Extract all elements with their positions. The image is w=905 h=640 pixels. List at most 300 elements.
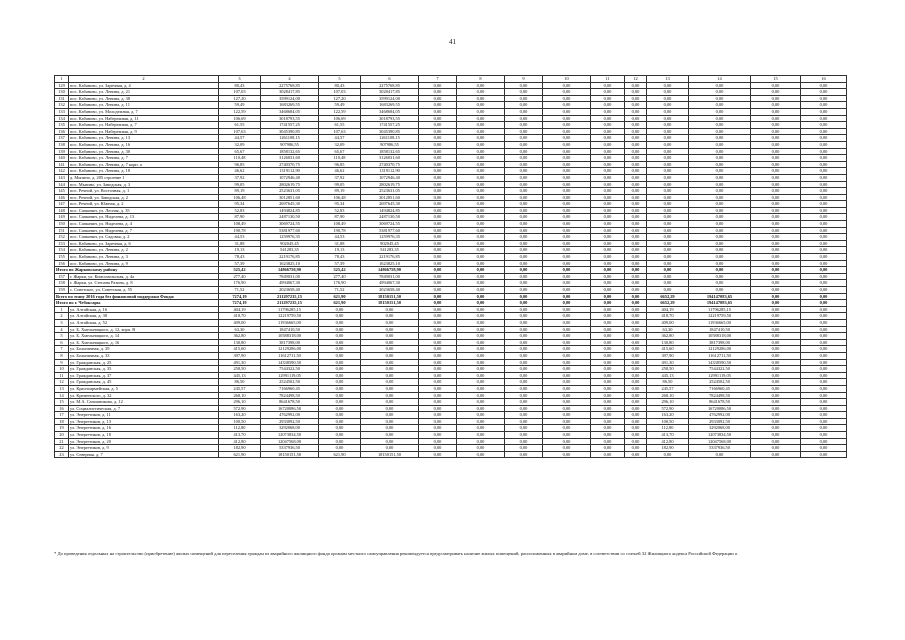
table-cell: 0,00 — [419, 260, 457, 267]
table-cell: 0,00 — [319, 333, 361, 340]
table-cell: 0,00 — [361, 432, 419, 439]
table-cell: 0,00 — [625, 366, 647, 373]
address-cell: ул. Алтайская, д. 38 — [69, 313, 219, 320]
table-cell: 4762992,00 — [689, 412, 751, 419]
table-cell: 2802619,75 — [261, 181, 319, 188]
table-cell: 0,00 — [591, 141, 625, 148]
table-cell: 268,10 — [647, 392, 689, 399]
table-cell: 2697645,30 — [261, 201, 319, 208]
column-number-row — [55, 76, 847, 83]
table-cell: 0,00 — [689, 234, 751, 241]
table-cell: 0,00 — [457, 385, 505, 392]
table-cell: 0,00 — [625, 221, 647, 228]
row-number-cell: 145 — [55, 188, 69, 195]
table-cell: 11612711,50 — [689, 352, 751, 359]
table-cell: 0,00 — [543, 445, 591, 452]
row-number-cell: 22 — [55, 445, 69, 452]
table-cell: 0,00 — [751, 346, 801, 353]
table-cell: 0,00 — [591, 108, 625, 115]
table-row — [55, 339, 847, 346]
table-cell: 0,00 — [801, 392, 847, 399]
table-cell: 0,00 — [505, 359, 543, 366]
table-cell: 0,00 — [647, 141, 689, 148]
table-cell: 7849031,00 — [361, 273, 419, 280]
table-cell: 0,00 — [625, 234, 647, 241]
table-cell: 0,00 — [625, 141, 647, 148]
table-cell: 0,00 — [543, 89, 591, 96]
table-cell: 0,00 — [419, 372, 457, 379]
row-number-cell: 147 — [55, 201, 69, 208]
table-cell: 4994067,30 — [261, 280, 319, 287]
table-cell: 0,00 — [361, 399, 419, 406]
table-cell: 0,00 — [457, 287, 505, 294]
table-cell: 99,05 — [319, 181, 361, 188]
table-cell: 0,00 — [543, 392, 591, 399]
table-cell: 0,00 — [751, 254, 801, 261]
table-row — [55, 95, 847, 102]
table-cell: 12073834,50 — [261, 432, 319, 439]
table-cell: 0,00 — [505, 392, 543, 399]
table-cell: 0,00 — [689, 240, 751, 247]
table-cell: 0,00 — [801, 405, 847, 412]
address-cell: пос. Кабаново, ул. Набережная, д. 9 — [69, 128, 219, 135]
table-cell: 0,00 — [591, 280, 625, 287]
table-cell: 0,00 — [419, 201, 457, 208]
table-cell: 0,00 — [505, 135, 543, 142]
table-cell: 0,00 — [689, 122, 751, 129]
table-cell: 0,00 — [591, 234, 625, 241]
table-cell: 0,00 — [505, 379, 543, 386]
table-cell: 0,00 — [751, 445, 801, 452]
table-cell: 0,00 — [689, 201, 751, 208]
table-cell: 0,00 — [543, 227, 591, 234]
table-cell: 31,88 — [319, 240, 361, 247]
table-cell: 71,52 — [319, 287, 361, 294]
table-cell: 61,55 — [219, 122, 261, 129]
table-cell: 404,19 — [647, 306, 689, 313]
table-cell: 96,85 — [219, 161, 261, 168]
footnote: * До проведения отдельных на строительство (приобретение) жилых помещений для переселения граждан из аварийного жилищного фонда органам местного самоуправления рекомендуется предусматривать наличие жилых помещений, расположенных в аварийном доме, в соответствии со статьей 32 Жилищного кодекса Российской Федерации о. — [54, 551, 739, 556]
table-cell: 0,00 — [625, 306, 647, 313]
table-row — [55, 346, 847, 353]
table-cell: 2802619,75 — [361, 181, 419, 188]
table-cell: 37,92 — [219, 174, 261, 181]
row-number-cell: 7 — [55, 346, 69, 353]
address-cell: пос. Кабаново, ул. Набережная, д. 7 — [69, 122, 219, 129]
table-cell: 621,90 — [319, 451, 361, 458]
address-cell: пос. Сапкачин, ул. Лесная, д. 35 — [69, 207, 219, 214]
table-cell: 107,63 — [219, 128, 261, 135]
table-cell: 80,43 — [319, 82, 361, 89]
table-cell: 2487130,50 — [361, 214, 419, 221]
table-cell: 0,00 — [801, 247, 847, 254]
table-cell: 0,00 — [801, 115, 847, 122]
table-cell: 95,34 — [319, 201, 361, 208]
table-cell: 0,00 — [689, 128, 751, 135]
table-cell: 57,39 — [219, 260, 261, 267]
table-cell: 0,00 — [689, 214, 751, 221]
relocation-table-container — [54, 75, 846, 458]
table-cell: 0,00 — [801, 346, 847, 353]
table-cell: 130,80 — [647, 339, 689, 346]
table-cell: 44,57 — [319, 135, 361, 142]
table-row — [55, 306, 847, 313]
table-cell: 0,00 — [419, 141, 457, 148]
table-row — [55, 155, 847, 162]
table-row — [55, 432, 847, 439]
table-cell: 18150151,50 — [361, 451, 419, 458]
table-cell: 258,50 — [219, 366, 261, 373]
table-cell: 0,00 — [591, 102, 625, 109]
table-cell: 1847410,50 — [261, 326, 319, 333]
table-cell: 0,00 — [419, 227, 457, 234]
table-cell: 0,00 — [543, 366, 591, 373]
row-number-cell: 158 — [55, 280, 69, 287]
table-cell: 0,00 — [419, 247, 457, 254]
table-cell: 0,00 — [505, 214, 543, 221]
table-cell: 89,19 — [219, 188, 261, 195]
table-cell: 0,00 — [801, 254, 847, 261]
table-cell: 409,00 — [219, 319, 261, 326]
table-cell: 0,00 — [419, 181, 457, 188]
table-cell: 0,00 — [361, 306, 419, 313]
table-cell: 2023658,40 — [361, 287, 419, 294]
table-cell: 0,00 — [319, 432, 361, 439]
table-cell: 0,00 — [647, 267, 689, 274]
table-cell: 0,00 — [419, 379, 457, 386]
table-cell: 106,48 — [319, 194, 361, 201]
table-cell: 0,00 — [319, 319, 361, 326]
table-cell: 0,00 — [801, 319, 847, 326]
table-cell: 0,00 — [543, 188, 591, 195]
table-cell: 12047568,00 — [261, 438, 319, 445]
address-cell: пос. Кабаново, ул. Ленина, д. 9 — [69, 260, 219, 267]
table-cell: 0,00 — [647, 254, 689, 261]
table-cell: 0,00 — [801, 425, 847, 432]
table-cell: 0,00 — [801, 293, 847, 300]
table-cell: 0,00 — [751, 306, 801, 313]
table-cell: 11612711,50 — [261, 352, 319, 359]
table-cell: 0,00 — [419, 405, 457, 412]
table-cell: 0,00 — [457, 227, 505, 234]
table-cell: 0,00 — [751, 300, 801, 307]
table-cell: 0,00 — [419, 240, 457, 247]
table-cell: 14338590,50 — [689, 359, 751, 366]
table-cell: 16720086,50 — [689, 405, 751, 412]
table-cell: 0,00 — [689, 102, 751, 109]
table-cell: 0,00 — [751, 319, 801, 326]
table-cell: 0,00 — [505, 451, 543, 458]
table-cell: 0,00 — [361, 339, 419, 346]
table-cell: 0,00 — [625, 135, 647, 142]
table-cell: 0,00 — [543, 451, 591, 458]
table-cell: 0,00 — [751, 438, 801, 445]
table-cell: 0,00 — [457, 260, 505, 267]
table-cell: 0,00 — [457, 254, 505, 261]
table-cell: 0,00 — [625, 260, 647, 267]
table-cell: 0,00 — [801, 234, 847, 241]
table-cell: 0,00 — [319, 313, 361, 320]
table-cell: 418,70 — [647, 313, 689, 320]
table-cell: 412,80 — [219, 438, 261, 445]
table-cell: 0,00 — [505, 82, 543, 89]
table-cell: 0,00 — [625, 254, 647, 261]
table-cell: 0,00 — [625, 161, 647, 168]
table-cell: 122,59 — [319, 108, 361, 115]
table-cell: 362,80 — [219, 333, 261, 340]
table-cell: 2740370,75 — [261, 161, 319, 168]
table-cell: 0,00 — [543, 293, 591, 300]
table-cell: 1683269,55 — [261, 102, 319, 109]
table-cell: 0,00 — [505, 352, 543, 359]
address-cell: пос. Кабаново, ул. Ленина, д. 38 — [69, 95, 219, 102]
table-row — [55, 115, 847, 122]
table-cell: 0,00 — [543, 346, 591, 353]
table-cell: 397,90 — [647, 352, 689, 359]
table-cell: 0,00 — [543, 234, 591, 241]
table-cell: 0,00 — [801, 379, 847, 386]
table-cell: 0,00 — [625, 122, 647, 129]
table-cell: 0,00 — [543, 214, 591, 221]
table-cell: 0,00 — [647, 188, 689, 195]
table-cell: 0,00 — [801, 333, 847, 340]
table-cell: 0,00 — [801, 418, 847, 425]
table-cell: 107,03 — [319, 89, 361, 96]
table-cell: 0,00 — [419, 438, 457, 445]
table-cell: 413,70 — [647, 432, 689, 439]
table-cell: 0,00 — [689, 174, 751, 181]
table-cell: 2523631,05 — [261, 188, 319, 195]
table-cell: 18150151,50 — [361, 300, 419, 307]
table-cell: 0,00 — [457, 115, 505, 122]
table-cell: 0,00 — [751, 425, 801, 432]
table-cell: 0,00 — [801, 273, 847, 280]
table-cell: 0,00 — [751, 339, 801, 346]
table-row — [55, 366, 847, 373]
table-cell: 0,00 — [457, 366, 505, 373]
table-cell: 0,00 — [457, 293, 505, 300]
table-cell: 0,00 — [801, 432, 847, 439]
table-cell: 0,00 — [751, 135, 801, 142]
table-cell: 0,00 — [319, 425, 361, 432]
table-cell: 7824498,50 — [689, 392, 751, 399]
table-cell: 0,00 — [319, 346, 361, 353]
table-cell: 0,00 — [591, 240, 625, 247]
table-cell: 0,00 — [591, 432, 625, 439]
table-cell: 0,00 — [625, 155, 647, 162]
table-row — [55, 82, 847, 89]
table-cell: 182,90 — [647, 445, 689, 452]
table-cell: 4762992,00 — [261, 412, 319, 419]
table-row — [55, 89, 847, 96]
table-cell: 0,00 — [625, 247, 647, 254]
table-cell: 0,00 — [591, 333, 625, 340]
table-cell: 0,00 — [361, 445, 419, 452]
table-cell: 1261108,15 — [261, 135, 319, 142]
table-cell: 3292068,00 — [261, 425, 319, 432]
table-cell: 110,48 — [319, 155, 361, 162]
table-cell: 621,90 — [319, 293, 361, 300]
table-cell: 0,00 — [801, 207, 847, 214]
row-number-cell: 14 — [55, 392, 69, 399]
row-number-cell: 2 — [55, 313, 69, 320]
row-number-cell: 135 — [55, 122, 69, 129]
table-cell: 0,00 — [689, 155, 751, 162]
table-cell: 0,00 — [505, 240, 543, 247]
table-cell: 61,55 — [319, 122, 361, 129]
table-cell: 902045,45 — [361, 240, 419, 247]
table-cell: 3045390,85 — [361, 128, 419, 135]
row-number-cell: 23 — [55, 451, 69, 458]
table-cell: 0,00 — [543, 379, 591, 386]
table-cell: 0,00 — [543, 148, 591, 155]
table-cell: 87,90 — [219, 214, 261, 221]
address-cell: пос. Кабаново, ул. Ленина, д. 13 — [69, 135, 219, 142]
row-number-cell: 19 — [55, 425, 69, 432]
table-cell: 0,00 — [419, 399, 457, 406]
table-cell: 0,00 — [419, 293, 457, 300]
table-cell: 445,13 — [647, 372, 689, 379]
table-cell: 163,20 — [647, 412, 689, 419]
table-cell: 0,00 — [457, 201, 505, 208]
table-cell: 0,00 — [591, 214, 625, 221]
table-cell: 0,00 — [625, 346, 647, 353]
table-cell: 11936665,00 — [689, 319, 751, 326]
address-cell: ул. Энергетиков, д. 16 — [69, 425, 219, 432]
table-cell: 176,90 — [319, 280, 361, 287]
table-cell: 415,60 — [647, 346, 689, 353]
table-cell: 0,00 — [419, 214, 457, 221]
table-cell: 0,00 — [543, 333, 591, 340]
table-cell: 0,00 — [457, 82, 505, 89]
table-cell: 0,00 — [319, 412, 361, 419]
table-cell: 3817398,00 — [261, 339, 319, 346]
table-cell: 0,00 — [457, 306, 505, 313]
table-cell: 0,00 — [361, 333, 419, 340]
table-cell: 0,00 — [543, 155, 591, 162]
table-cell: 0,00 — [591, 155, 625, 162]
address-cell: пос. Кабаново, ул. Ленина, д. 30 — [69, 148, 219, 155]
table-cell: 3028417,85 — [261, 89, 319, 96]
table-cell: 100,50 — [647, 418, 689, 425]
row-number-cell: 13 — [55, 385, 69, 392]
row-number-cell: 142 — [55, 168, 69, 175]
table-cell: 106,48 — [219, 194, 261, 201]
table-cell: 3018793,55 — [361, 115, 419, 122]
table-cell: 0,00 — [689, 287, 751, 294]
table-cell: 3126031,60 — [361, 155, 419, 162]
table-cell: 0,00 — [361, 438, 419, 445]
table-cell: 0,00 — [543, 115, 591, 122]
table-cell: 46,62 — [319, 168, 361, 175]
table-cell: 0,00 — [591, 82, 625, 89]
table-row — [55, 385, 847, 392]
table-cell: 12991119,05 — [689, 372, 751, 379]
table-cell: 0,00 — [457, 148, 505, 155]
table-cell: 0,00 — [457, 359, 505, 366]
table-cell: 0,00 — [505, 425, 543, 432]
table-cell: 0,00 — [625, 188, 647, 195]
table-cell: 0,00 — [591, 438, 625, 445]
table-cell: 0,00 — [801, 227, 847, 234]
address-cell: пос. Кабаново, ул. Набережная, д. 11 — [69, 115, 219, 122]
row-number-cell: 148 — [55, 207, 69, 214]
table-cell: 0,00 — [751, 280, 801, 287]
table-cell: 0,00 — [625, 240, 647, 247]
table-cell: 0,00 — [591, 95, 625, 102]
table-cell: 0,00 — [457, 432, 505, 439]
table-cell: 0,00 — [457, 352, 505, 359]
address-cell: д. Мызино, д. 205 строение 1 — [69, 174, 219, 181]
table-cell: 3468684,05 — [261, 108, 319, 115]
table-cell: 0,00 — [801, 372, 847, 379]
table-cell: 0,00 — [801, 359, 847, 366]
table-row — [55, 148, 847, 155]
table-cell: 2275768,85 — [261, 82, 319, 89]
table-cell: 0,00 — [505, 385, 543, 392]
table-cell: 0,00 — [319, 326, 361, 333]
table-cell: 0,00 — [505, 399, 543, 406]
table-cell: 0,00 — [625, 227, 647, 234]
table-cell: 0,00 — [625, 82, 647, 89]
table-row — [55, 451, 847, 458]
table-cell: 621,90 — [219, 451, 261, 458]
table-cell: 296,10 — [647, 399, 689, 406]
table-cell: 0,00 — [801, 221, 847, 228]
table-cell: 7274,19 — [219, 300, 261, 307]
table-cell: 409,00 — [647, 319, 689, 326]
table-cell: 902045,45 — [261, 240, 319, 247]
table-cell: 277,40 — [319, 273, 361, 280]
table-cell: 11936665,00 — [261, 319, 319, 326]
table-cell: 907986,55 — [261, 141, 319, 148]
table-cell: 0,00 — [591, 267, 625, 274]
row-number-cell: 9 — [55, 359, 69, 366]
table-cell: 80,43 — [219, 82, 261, 89]
table-cell: 37,92 — [319, 174, 361, 181]
table-cell: 3045390,85 — [261, 128, 319, 135]
table-cell: 0,00 — [419, 221, 457, 228]
table-cell: 1319112,90 — [361, 168, 419, 175]
table-cell: 0,00 — [647, 240, 689, 247]
table-cell: 2740370,75 — [361, 161, 419, 168]
table-cell: 0,00 — [625, 89, 647, 96]
table-cell: 0,00 — [647, 451, 689, 458]
table-cell: 0,00 — [505, 128, 543, 135]
table-cell: 0,00 — [457, 273, 505, 280]
table-cell: 59,49 — [319, 102, 361, 109]
table-cell: 1072946,40 — [361, 174, 419, 181]
table-cell: 0,00 — [361, 425, 419, 432]
table-cell: 0,00 — [801, 267, 847, 274]
table-cell: 0,00 — [505, 188, 543, 195]
table-cell: 0,00 — [543, 247, 591, 254]
table-cell: 0,00 — [505, 89, 543, 96]
table-cell: 0,00 — [505, 155, 543, 162]
row-number-cell: 16 — [55, 405, 69, 412]
table-cell: 0,00 — [751, 293, 801, 300]
table-cell: 0,00 — [751, 247, 801, 254]
table-row — [55, 254, 847, 261]
table-cell: 0,00 — [801, 313, 847, 320]
table-row — [55, 445, 847, 452]
table-cell: 0,00 — [751, 418, 801, 425]
table-cell: 0,00 — [543, 95, 591, 102]
table-row — [55, 214, 847, 221]
table-cell: 0,00 — [591, 221, 625, 228]
table-cell: 0,00 — [319, 339, 361, 346]
table-cell: 0,00 — [505, 346, 543, 353]
